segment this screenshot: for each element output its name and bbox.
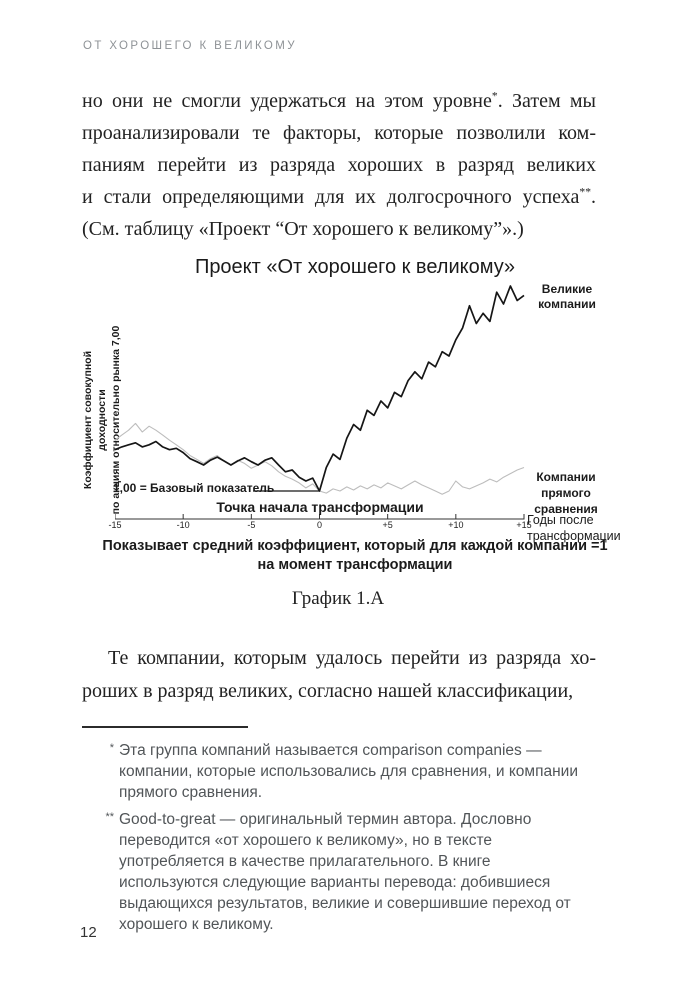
footnotes-block [96,740,582,941]
x-tick-label: -5 [247,520,256,530]
footnote-text: Эта группа компаний называется comparison companies — компании, которые использовались для сравнения, и компании прямого сравнения. [119,742,578,801]
page-number: 12 [80,924,97,941]
paragraph-intro [82,85,596,245]
transformation-point-label: Точка начала трансформации [216,499,424,515]
text-segment: . [591,186,596,208]
text-line: (См. таблицу «Проект “От хорошего к великому”».) [82,218,524,240]
great-companies-line [115,286,524,491]
footnote-1 [96,740,582,803]
text-line [82,181,596,213]
footnote-marker: * [109,742,114,754]
x-tick-label: 0 [316,520,323,530]
footnote-ref-1: * [491,89,498,103]
x-tick-label: +10 [448,520,464,530]
text-line: Те компании, которым удалось перейти из разряда хо- [108,647,596,669]
x-tick-label: +5 [382,520,393,530]
footnote-text: Good-to-great — оригинальный термин автора. Дословно переводится «от хорошего к великому», но в тексте употребляется в качестве прилагательного. В книге используются следующие варианты перевода: добившиеся выдающихся результатов, великие и совершившие переход от хорошего к великому. [119,811,571,933]
x-axis-title: Годы после трансформации [527,513,621,543]
legend-great-companies: Великие компании [538,282,596,311]
legend-comparison-companies: Компании прямого сравнения [534,470,598,517]
text-line [82,85,596,117]
footnote-ref-2: ** [579,185,591,199]
y-axis-label [81,325,123,515]
x-tick-label: -15 [108,520,122,530]
text-segment: и стали определяющими для их долгосрочного успеха [82,186,580,208]
y-axis-label-line: Коэффициент совокупной доходности [82,350,109,490]
footnote-marker: ** [105,811,114,823]
x-tick-label: -10 [176,520,190,530]
chart-title: Проект «От хорошего к великому» [194,256,516,278]
text-segment: . Затем мы [497,90,596,112]
y-axis-label-line: по акциям относительно рынка 7,00 [110,325,123,515]
running-header: ОТ ХОРОШЕГО К ВЕЛИКОМУ [83,40,297,52]
figure-chart [75,253,635,583]
text-line: роших в разряд великих, согласно нашей классификации, [82,680,574,702]
text-segment: но они не смогли удержаться на этом уровне [82,90,492,112]
chart-caption-line: Показывает средний коэффициент, который для каждой компании =1 [102,538,608,554]
x-tick-label: +15 [516,520,532,530]
chart-caption [75,537,635,575]
chart-caption-line: на момент трансформации [257,557,453,573]
text-line: паниям перейти из разряда хороших в разряд великих [82,154,596,176]
baseline-label: 1,00 = Базовый показатель [113,481,275,495]
footnote-divider [82,726,248,728]
text-line: проанализировали те факторы, которые позволили ком- [82,122,596,144]
paragraph-after-chart [82,642,596,708]
figure-number: График 1.А [291,588,385,609]
footnote-2 [96,809,582,935]
